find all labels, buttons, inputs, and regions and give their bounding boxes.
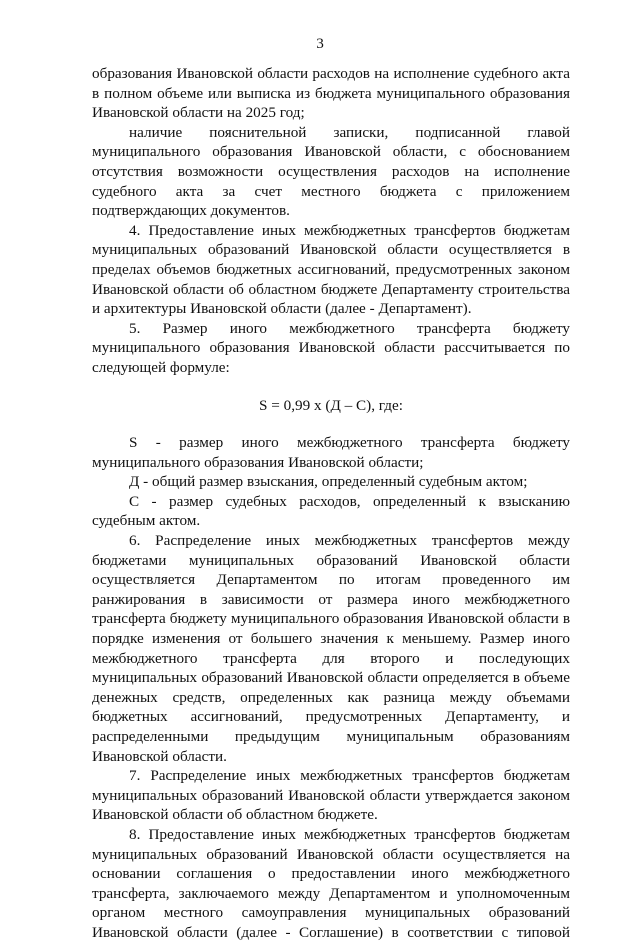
paragraph-item-7: 7. Распределение иных межбюджетных трансфертов бюджетам муниципальных образований Ивановской области утверждается законом Ивановской области об областном бюджете. (92, 767, 570, 824)
paragraph-continuation: образования Ивановской области расходов на исполнение судебного акта в полном объеме или выписка из бюджета муниципального образования Ивановской области на 2025 год; (92, 65, 570, 122)
paragraph-definition-s: S - размер иного межбюджетного трансферта бюджету муниципального образования Ивановской области; (92, 434, 570, 471)
paragraph-definition-c: С - размер судебных расходов, определенный к взысканию судебным актом. (92, 492, 570, 530)
paragraph-explanatory-note: наличие пояснительной записки, подписанной главой муниципального образования Ивановской области, с обоснованием отсутствия возможности осуществления расходов на исполнение судебного акта за счет местного бюджета с приложением подтверждающих документов. (92, 123, 570, 220)
paragraph-item-4: 4. Предоставление иных межбюджетных трансфертов бюджетам муниципальных образований Ивановской области осуществляется в пределах объемов бюджетных ассигнований, предусмотренных законом Ивановской области об областном бюджете Департаменту строительства и архитектуры Ивановской области (далее - Департамент). (92, 221, 570, 318)
paragraph-item-8: 8. Предоставление иных межбюджетных трансфертов бюджетам муниципальных образований Ивановской области осуществляется на основании соглашения о предоставлении иного межбюджетного трансферта, заключаемого между Департаментом и уполномоченным органом местного самоуправления муниципальных образований Ивановской области (далее - Соглашение) в соответствии с типовой (92, 825, 570, 941)
paragraph-item-5: 5. Размер иного межбюджетного трансферта бюджету муниципального образования Ивановской области рассчитывается по следующей формуле: (92, 319, 570, 376)
formula: S = 0,99 х (Д – С), где: (259, 396, 403, 414)
document-body (92, 64, 570, 943)
paragraph-definition-d: Д - общий размер взыскания, определенный судебным актом; (129, 473, 528, 491)
page-number: 3 (316, 35, 324, 52)
paragraph-item-6: 6. Распределение иных межбюджетных трансфертов между бюджетами муниципальных образований Ивановской области осуществляется Департаментом по итогам проведенного им ранжирования в зависимости от размера иного межбюджетного трансферта бюджету муниципального образования Ивановской области в порядке изменения от большего значения к меньшему. Размер иного межбюджетного трансферта для второго и последующих муниципальных образований Ивановской области определяется в объеме денежных средств, определенных как разница между объемами бюджетных ассигнований, предусмотренных Департаменту, и распределенными предыдущим муниципальным образованиям Ивановской области. (92, 532, 570, 765)
